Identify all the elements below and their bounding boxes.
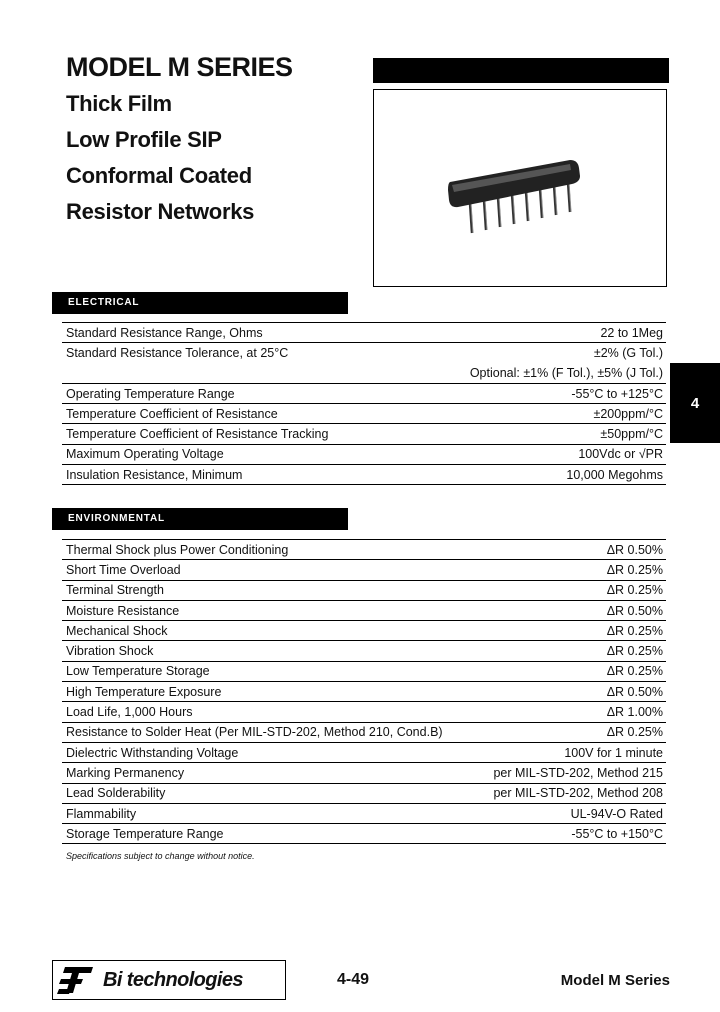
spec-label: Storage Temperature Range: [66, 826, 224, 841]
spec-value: ΔR 0.25%: [606, 725, 663, 740]
spec-label: Standard Resistance Range, Ohms: [66, 325, 263, 340]
subtitle-line: Conformal Coated: [66, 163, 252, 188]
spec-label: Temperature Coefficient of Resistance Tracking: [66, 427, 329, 442]
spec-label: Vibration Shock: [66, 644, 154, 659]
header-bar: [373, 58, 669, 83]
electrical-table: [62, 322, 666, 485]
table-row: [62, 364, 666, 384]
spec-value: 22 to 1Meg: [600, 325, 663, 340]
spec-value: ΔR 1.00%: [606, 705, 663, 720]
spec-label: Low Temperature Storage: [66, 664, 210, 679]
spec-label: Operating Temperature Range: [66, 386, 235, 401]
spec-label: Thermal Shock plus Power Conditioning: [66, 542, 289, 557]
environmental-heading: ENVIRONMENTAL: [52, 508, 348, 530]
spec-label: Lead Solderability: [66, 786, 166, 801]
company-logo: [52, 960, 286, 1000]
environmental-table: [62, 539, 666, 844]
spec-value: -55°C to +150°C: [571, 826, 663, 841]
table-row: [62, 540, 666, 560]
spec-value: ±50ppm/°C: [600, 427, 663, 442]
spec-label: Temperature Coefficient of Resistance: [66, 406, 278, 421]
spec-value: per MIL-STD-202, Method 208: [493, 786, 663, 801]
page-title: MODEL M SERIES: [66, 52, 293, 82]
spec-label: Dielectric Withstanding Voltage: [66, 745, 239, 760]
table-row: [62, 784, 666, 804]
spec-value: 100V for 1 minute: [564, 745, 663, 760]
spec-value: ΔR 0.50%: [606, 542, 663, 557]
spec-label: Short Time Overload: [66, 562, 181, 577]
table-row: [62, 763, 666, 783]
spec-value: ΔR 0.25%: [606, 644, 663, 659]
table-row: [62, 560, 666, 580]
spec-value: UL-94V-O Rated: [570, 806, 663, 821]
spec-label: Flammability: [66, 806, 137, 821]
spec-label: Load Life, 1,000 Hours: [66, 705, 193, 720]
page-number: 4-49: [337, 971, 370, 988]
table-row: [62, 581, 666, 601]
product-photo-frame: [373, 89, 667, 287]
section-tab: 4: [670, 363, 720, 443]
spec-value: ΔR 0.50%: [606, 603, 663, 618]
spec-label: Terminal Strength: [66, 583, 164, 598]
table-row: [62, 343, 666, 363]
table-row: [62, 601, 666, 621]
table-row: [62, 621, 666, 641]
spec-value: ±200ppm/°C: [593, 406, 663, 421]
resistor-network-image: [374, 90, 666, 286]
table-row: [62, 743, 666, 763]
spec-label: Insulation Resistance, Minimum: [66, 467, 243, 482]
spec-label: Marking Permanency: [66, 765, 185, 780]
table-row: [62, 723, 666, 743]
table-row: [62, 465, 666, 485]
table-row: [62, 662, 666, 682]
logo-text: Bi technologies: [103, 968, 243, 991]
table-row: [62, 641, 666, 661]
bi-logo-icon: [57, 963, 97, 997]
table-row: [62, 323, 666, 343]
subtitle-line: Low Profile SIP: [66, 127, 222, 152]
spec-value: Optional: ±1% (F Tol.), ±5% (J Tol.): [469, 366, 663, 381]
subtitle-line: Thick Film: [66, 91, 172, 116]
spec-value: ΔR 0.50%: [606, 684, 663, 699]
spec-value: ΔR 0.25%: [606, 664, 663, 679]
spec-value: -55°C to +125°C: [571, 386, 663, 401]
table-row: [62, 824, 666, 844]
spec-value: ±2% (G Tol.): [593, 346, 663, 361]
electrical-heading: ELECTRICAL: [52, 292, 348, 314]
spec-value: ΔR 0.25%: [606, 623, 663, 638]
change-notice: Specifications subject to change without notice.: [66, 851, 255, 861]
subtitle-line: Resistor Networks: [66, 199, 255, 224]
table-row: [62, 702, 666, 722]
spec-value: ΔR 0.25%: [606, 562, 663, 577]
spec-label: Resistance to Solder Heat (Per MIL-STD-202, Method 210, Cond.B): [66, 725, 443, 740]
spec-value: per MIL-STD-202, Method 215: [493, 765, 663, 780]
table-row: [62, 682, 666, 702]
table-row: [62, 445, 666, 465]
table-row: [62, 424, 666, 444]
spec-label: High Temperature Exposure: [66, 684, 222, 699]
footer-series-name: Model M Series: [560, 972, 670, 989]
table-row: [62, 804, 666, 824]
table-row: [62, 404, 666, 424]
spec-label: Maximum Operating Voltage: [66, 447, 224, 462]
spec-label: Mechanical Shock: [66, 623, 168, 638]
spec-label: Standard Resistance Tolerance, at 25°C: [66, 346, 289, 361]
spec-value: ΔR 0.25%: [606, 583, 663, 598]
spec-value: 10,000 Megohms: [566, 467, 663, 482]
table-row: [62, 384, 666, 404]
spec-label: Moisture Resistance: [66, 603, 180, 618]
spec-value: 100Vdc or √PR: [578, 447, 663, 462]
